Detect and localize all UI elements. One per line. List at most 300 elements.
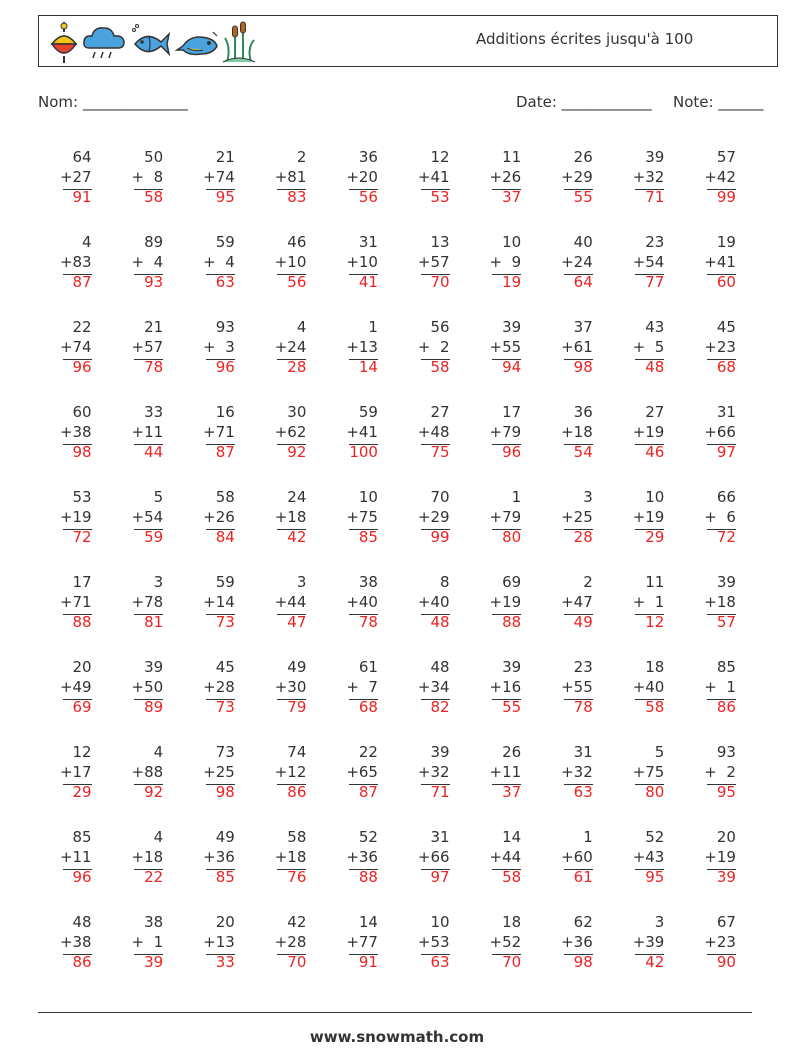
- addition-problem: [110, 573, 182, 658]
- addition-problem: [682, 488, 754, 573]
- addend-bottom: +75: [632, 763, 665, 781]
- addend-bottom: +40: [346, 593, 378, 611]
- addend-top: 73: [215, 743, 235, 761]
- answer: 14: [358, 358, 378, 376]
- addend-bottom: +19: [632, 423, 665, 441]
- answer: 22: [144, 868, 164, 886]
- answer: 37: [502, 188, 522, 206]
- answer: 70: [430, 273, 450, 291]
- addition-problem: [468, 573, 540, 658]
- date-field: Date: ____________: [516, 93, 652, 111]
- answer: 85: [358, 528, 378, 546]
- answer: 58: [502, 868, 522, 886]
- addition-problem: [539, 658, 611, 743]
- answer: 71: [430, 783, 450, 801]
- addition-problem: [110, 403, 182, 488]
- addend-top: 62: [573, 913, 593, 931]
- answer: 54: [573, 443, 593, 461]
- addition-problem: [611, 573, 683, 658]
- answer: 79: [287, 698, 307, 716]
- addend-bottom: +62: [274, 423, 307, 441]
- addend-top: 3: [583, 488, 593, 506]
- addition-problem: [324, 148, 396, 233]
- addition-problem: [396, 828, 468, 913]
- answer: 84: [215, 528, 235, 546]
- answer: 42: [645, 953, 665, 971]
- addend-top: 23: [645, 233, 665, 251]
- addition-problem: [468, 743, 540, 828]
- addition-problem: [110, 148, 182, 233]
- addend-bottom: +23: [704, 338, 736, 356]
- addition-problem: [253, 658, 325, 743]
- addend-top: 69: [502, 573, 522, 591]
- addend-top: 52: [358, 828, 378, 846]
- addition-problem: [181, 403, 253, 488]
- addend-top: 22: [358, 743, 378, 761]
- addend-top: 26: [502, 743, 522, 761]
- addend-top: 49: [215, 828, 235, 846]
- addend-top: 39: [645, 148, 665, 166]
- addend-bottom: +40: [417, 593, 450, 611]
- addition-problem: [468, 318, 540, 403]
- addend-bottom: +25: [203, 763, 235, 781]
- addition-problem: [324, 743, 396, 828]
- addend-bottom: +24: [561, 253, 593, 271]
- addend-top: 52: [645, 828, 665, 846]
- addend-top: 11: [502, 148, 522, 166]
- addend-bottom: +78: [131, 593, 164, 611]
- addend-bottom: +20: [346, 168, 378, 186]
- addend-top: 39: [430, 743, 450, 761]
- answer: 63: [430, 953, 450, 971]
- addition-problem: [181, 913, 253, 998]
- addition-problem: [682, 318, 754, 403]
- answer: 76: [287, 868, 307, 886]
- addend-bottom: +23: [704, 933, 736, 951]
- addition-problem: [324, 403, 396, 488]
- addition-problem: [38, 913, 110, 998]
- addend-bottom: + 4: [131, 253, 164, 271]
- addition-problem: [324, 318, 396, 403]
- addend-top: 17: [502, 403, 522, 421]
- addend-top: 22: [72, 318, 92, 336]
- addend-top: 10: [358, 488, 378, 506]
- addend-top: 14: [358, 913, 378, 931]
- addend-bottom: +47: [561, 593, 593, 611]
- answer: 91: [358, 953, 378, 971]
- addend-bottom: +71: [59, 593, 92, 611]
- answer: 42: [287, 528, 307, 546]
- addend-top: 11: [645, 573, 665, 591]
- answer: 48: [430, 613, 450, 631]
- addend-top: 2: [583, 573, 593, 591]
- addend-bottom: +18: [274, 508, 307, 526]
- addend-bottom: +32: [561, 763, 593, 781]
- addition-problem: [396, 913, 468, 998]
- addition-problem: [110, 743, 182, 828]
- rain-cloud-icon: [81, 20, 127, 64]
- addition-problem: [468, 658, 540, 743]
- addition-problem: [324, 913, 396, 998]
- addition-problem: [38, 658, 110, 743]
- addition-problem: [682, 743, 754, 828]
- addition-problem: [253, 913, 325, 998]
- addend-top: 59: [215, 233, 235, 251]
- addend-bottom: + 2: [704, 763, 736, 781]
- addend-bottom: +12: [274, 763, 307, 781]
- addition-problem: [468, 828, 540, 913]
- addend-bottom: +55: [489, 338, 522, 356]
- addition-problem: [38, 318, 110, 403]
- addition-problem: [682, 148, 754, 233]
- addend-top: 93: [215, 318, 235, 336]
- addition-problem: [396, 743, 468, 828]
- answer: 88: [72, 613, 92, 631]
- addend-bottom: +18: [704, 593, 736, 611]
- addition-problem: [611, 318, 683, 403]
- addend-bottom: +57: [131, 338, 164, 356]
- addend-top: 12: [430, 148, 450, 166]
- addend-top: 33: [144, 403, 164, 421]
- addend-top: 4: [82, 233, 92, 251]
- addend-bottom: +24: [274, 338, 307, 356]
- addend-top: 10: [502, 233, 522, 251]
- addend-top: 39: [716, 573, 736, 591]
- addend-top: 20: [72, 658, 92, 676]
- addend-bottom: +11: [59, 848, 92, 866]
- addend-top: 45: [215, 658, 235, 676]
- addition-problem: [611, 233, 683, 318]
- addend-bottom: +32: [417, 763, 450, 781]
- cattail-reeds-icon: [221, 20, 257, 64]
- answer: 63: [215, 273, 235, 291]
- answer: 96: [72, 358, 92, 376]
- addend-bottom: + 1: [704, 678, 736, 696]
- answer: 33: [215, 953, 235, 971]
- addition-problem: [539, 573, 611, 658]
- addition-problem: [539, 403, 611, 488]
- addend-bottom: +66: [704, 423, 736, 441]
- addend-bottom: +79: [489, 423, 522, 441]
- addend-bottom: +16: [489, 678, 522, 696]
- addend-top: 1: [583, 828, 593, 846]
- addend-top: 31: [358, 233, 378, 251]
- addend-bottom: +77: [346, 933, 378, 951]
- addend-top: 49: [287, 658, 307, 676]
- answer: 86: [716, 698, 736, 716]
- answer: 29: [72, 783, 92, 801]
- addend-bottom: +38: [59, 933, 92, 951]
- addend-top: 2: [296, 148, 307, 166]
- addend-bottom: +60: [561, 848, 593, 866]
- answer: 98: [573, 358, 593, 376]
- addend-top: 10: [645, 488, 665, 506]
- addition-problem: [611, 488, 683, 573]
- answer: 49: [573, 613, 593, 631]
- addend-top: 27: [430, 403, 450, 421]
- addend-bottom: +41: [704, 253, 736, 271]
- addend-bottom: +40: [632, 678, 665, 696]
- answer: 56: [287, 273, 307, 291]
- addition-problem: [253, 743, 325, 828]
- addend-bottom: + 7: [346, 678, 378, 696]
- addend-top: 19: [716, 233, 736, 251]
- addend-top: 3: [654, 913, 665, 931]
- addition-problem: [682, 828, 754, 913]
- addend-bottom: +18: [561, 423, 593, 441]
- addition-problem: [38, 743, 110, 828]
- answer: 99: [716, 188, 736, 206]
- addition-problem: [253, 148, 325, 233]
- addend-bottom: +11: [131, 423, 164, 441]
- addition-problem: [38, 233, 110, 318]
- answer: 86: [287, 783, 307, 801]
- addend-bottom: +26: [203, 508, 235, 526]
- addition-problem: [396, 403, 468, 488]
- addition-problem: [38, 403, 110, 488]
- addition-problem: [468, 913, 540, 998]
- addend-top: 42: [287, 913, 307, 931]
- addition-problem: [396, 233, 468, 318]
- addend-top: 20: [215, 913, 235, 931]
- addend-bottom: +42: [704, 168, 736, 186]
- addition-problem: [539, 318, 611, 403]
- addition-problem: [253, 828, 325, 913]
- addition-problem: [396, 658, 468, 743]
- addition-problem: [253, 233, 325, 318]
- addition-problem: [396, 148, 468, 233]
- addend-bottom: +74: [59, 338, 92, 356]
- addition-problem: [468, 233, 540, 318]
- addend-bottom: +39: [632, 933, 665, 951]
- addition-problem: [396, 318, 468, 403]
- addend-bottom: +10: [274, 253, 307, 271]
- addend-bottom: +19: [59, 508, 92, 526]
- answer: 29: [645, 528, 665, 546]
- addend-bottom: +71: [203, 423, 235, 441]
- addend-bottom: +26: [489, 168, 522, 186]
- addition-problem: [38, 573, 110, 658]
- addend-bottom: +19: [489, 593, 522, 611]
- addition-problem: [682, 573, 754, 658]
- addend-bottom: +55: [561, 678, 593, 696]
- addition-problem: [181, 148, 253, 233]
- answer: 68: [716, 358, 736, 376]
- addend-bottom: +66: [417, 848, 450, 866]
- answer: 61: [573, 868, 593, 886]
- answer: 88: [358, 868, 378, 886]
- answer: 70: [502, 953, 522, 971]
- answer: 97: [430, 868, 450, 886]
- answer: 100: [349, 443, 378, 461]
- addend-top: 4: [153, 828, 164, 846]
- addend-top: 14: [502, 828, 522, 846]
- addend-bottom: +14: [203, 593, 235, 611]
- addend-top: 3: [153, 573, 164, 591]
- addend-top: 61: [358, 658, 378, 676]
- answer: 86: [72, 953, 92, 971]
- addend-top: 8: [440, 573, 450, 591]
- answer: 57: [716, 613, 736, 631]
- addend-bottom: +79: [489, 508, 522, 526]
- addition-problem: [38, 148, 110, 233]
- addend-top: 64: [72, 148, 92, 166]
- addend-bottom: +50: [131, 678, 164, 696]
- addend-bottom: +75: [346, 508, 378, 526]
- answer: 93: [144, 273, 164, 291]
- addend-bottom: +11: [489, 763, 522, 781]
- addition-problem: [181, 573, 253, 658]
- addend-top: 59: [215, 573, 235, 591]
- addend-bottom: +54: [131, 508, 164, 526]
- addend-bottom: + 3: [203, 338, 235, 356]
- answer: 72: [72, 528, 92, 546]
- answer: 81: [144, 613, 164, 631]
- addend-top: 43: [645, 318, 665, 336]
- addition-problem: [110, 233, 182, 318]
- answer: 47: [287, 613, 307, 631]
- answer: 92: [287, 443, 307, 461]
- addend-bottom: +83: [59, 253, 92, 271]
- addend-bottom: +19: [704, 848, 736, 866]
- addend-top: 70: [430, 488, 450, 506]
- addend-top: 23: [573, 658, 593, 676]
- addend-top: 12: [72, 743, 92, 761]
- addend-bottom: +29: [561, 168, 593, 186]
- addend-bottom: + 6: [704, 508, 736, 526]
- answer: 75: [430, 443, 450, 461]
- answer: 12: [645, 613, 665, 631]
- addend-bottom: + 1: [131, 933, 164, 951]
- addend-bottom: +74: [203, 168, 235, 186]
- addition-problem: [181, 743, 253, 828]
- answer: 80: [645, 783, 665, 801]
- addend-top: 53: [72, 488, 92, 506]
- addend-bottom: +36: [561, 933, 593, 951]
- addition-problem: [110, 318, 182, 403]
- answer: 88: [502, 613, 522, 631]
- addend-bottom: +44: [489, 848, 522, 866]
- addition-problem: [611, 828, 683, 913]
- addition-problem: [38, 488, 110, 573]
- answer: 96: [502, 443, 522, 461]
- addend-top: 37: [573, 318, 593, 336]
- answer: 80: [502, 528, 522, 546]
- answer: 95: [215, 188, 235, 206]
- answer: 55: [502, 698, 522, 716]
- addend-bottom: +13: [346, 338, 378, 356]
- addend-top: 4: [153, 743, 164, 761]
- answer: 73: [215, 698, 235, 716]
- addend-top: 1: [368, 318, 378, 336]
- answer: 58: [645, 698, 665, 716]
- addition-problem: [611, 913, 683, 998]
- addition-problem: [682, 233, 754, 318]
- addend-top: 66: [716, 488, 736, 506]
- answer: 82: [430, 698, 450, 716]
- addend-bottom: +65: [346, 763, 378, 781]
- addend-bottom: +27: [59, 168, 92, 186]
- answer: 46: [645, 443, 665, 461]
- answer: 92: [144, 783, 164, 801]
- addend-bottom: +81: [274, 168, 307, 186]
- answer: 91: [72, 188, 92, 206]
- addend-top: 58: [215, 488, 235, 506]
- addition-problem: [181, 488, 253, 573]
- footer-divider: [38, 1012, 752, 1013]
- addend-top: 18: [502, 913, 522, 931]
- answer: 78: [358, 613, 378, 631]
- addend-bottom: +19: [632, 508, 665, 526]
- addend-top: 67: [716, 913, 736, 931]
- addend-top: 39: [502, 318, 522, 336]
- addend-top: 59: [358, 403, 378, 421]
- addend-bottom: +30: [274, 678, 307, 696]
- addition-problem: [253, 318, 325, 403]
- answer: 68: [358, 698, 378, 716]
- answer: 39: [716, 868, 736, 886]
- addend-bottom: +18: [274, 848, 307, 866]
- answer: 87: [358, 783, 378, 801]
- addend-bottom: +32: [632, 168, 665, 186]
- addend-top: 26: [573, 148, 593, 166]
- addend-bottom: +44: [274, 593, 307, 611]
- addition-problem: [181, 233, 253, 318]
- addend-bottom: +34: [417, 678, 450, 696]
- addition-problem: [539, 233, 611, 318]
- addend-top: 1: [511, 488, 522, 506]
- addend-bottom: +13: [203, 933, 235, 951]
- answer: 98: [573, 953, 593, 971]
- answer: 69: [72, 698, 92, 716]
- answer: 58: [144, 188, 164, 206]
- addition-problem: [253, 573, 325, 658]
- header-icons: [49, 19, 257, 65]
- answer: 99: [430, 528, 450, 546]
- answer: 44: [144, 443, 164, 461]
- addend-bottom: + 9: [489, 253, 522, 271]
- addition-problem: [324, 828, 396, 913]
- addend-top: 31: [716, 403, 736, 421]
- addend-top: 85: [716, 658, 736, 676]
- addition-problem: [110, 913, 182, 998]
- addend-bottom: +57: [417, 253, 450, 271]
- addend-top: 48: [72, 913, 92, 931]
- answer: 77: [645, 273, 665, 291]
- addend-top: 85: [72, 828, 92, 846]
- answer: 28: [573, 528, 593, 546]
- answer: 37: [502, 783, 522, 801]
- answer: 78: [144, 358, 164, 376]
- addition-problem: [110, 828, 182, 913]
- addend-top: 36: [358, 148, 378, 166]
- addition-problem: [253, 403, 325, 488]
- answer: 70: [287, 953, 307, 971]
- addend-bottom: +43: [632, 848, 665, 866]
- fish-icon: [129, 20, 171, 64]
- footer-site: www.snowmath.com: [309, 1028, 485, 1046]
- addend-bottom: +61: [561, 338, 593, 356]
- addition-problem: [611, 403, 683, 488]
- addition-problem: [38, 828, 110, 913]
- addition-problem: [324, 573, 396, 658]
- answer: 85: [215, 868, 235, 886]
- addend-top: 38: [358, 573, 378, 591]
- addend-top: 46: [287, 233, 307, 251]
- answer: 59: [144, 528, 164, 546]
- worksheet-header: [38, 15, 778, 67]
- addend-bottom: +29: [417, 508, 450, 526]
